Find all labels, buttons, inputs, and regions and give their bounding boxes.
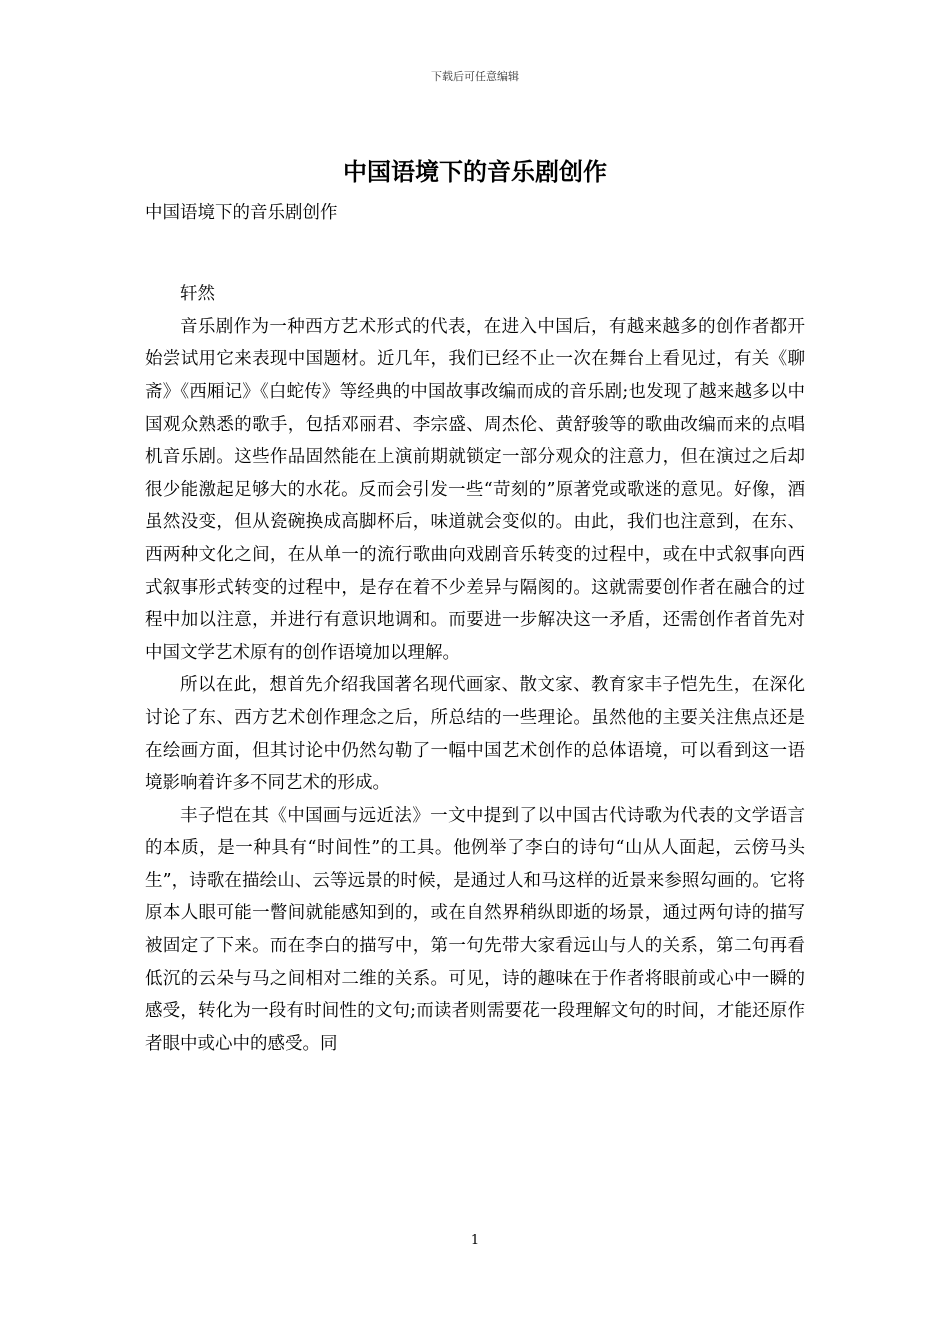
page-header-note: 下载后可任意编辑 <box>431 70 519 83</box>
author-name: 轩然 <box>180 284 215 305</box>
page-number: 1 <box>470 1233 480 1248</box>
paragraph-1: 音乐剧作为一种西方艺术形式的代表，在进入中国后，有越来越多的创作者都开始尝试用它来表现中国题材。近几年，我们已经不止一次在舞台上看见过，有关《聊斋》《西厢记》《白蛇传》等经典的中国故事改编而成的音乐剧;也发现了越来越多以中国观众熟悉的歌手，包括邓丽君、李宗盛、周杰伦、黄舒骏等的歌曲改编而来的点唱机音乐剧。这些作品固然能在上演前期就锁定一部分观众的注意力，但在演过之后却很少能激起足够大的水花。反而会引发一些“苛刻的”原著党或歌迷的意见。好像，酒虽然没变，但从瓷碗换成高脚杯后，味道就会变似的。由此，我们也注意到，在东、西两种文化之间，在从单一的流行歌曲向戏剧音乐转变的过程中，或在中式叙事向西式叙事形式转变的过程中，是存在着不少差异与隔阂的。这就需要创作者在融合的过程中加以注意，并进行有意识地调和。而要进一步解决这一矛盾，还需创作者首先对中国文学艺术原有的创作语境加以理解。 <box>145 316 805 663</box>
blank-line <box>145 230 805 263</box>
document-subtitle: 中国语境下的音乐剧创作 <box>145 203 338 223</box>
paragraph-2: 所以在此，想首先介绍我国著名现代画家、散文家、教育家丰子恺先生，在深化讨论了东、西方艺术创作理念之后，所总结的一些理论。虽然他的主要关注焦点还是在绘画方面，但其讨论中仍然勾勒了一幅中国艺术创作的总体语境，可以看到这一语境影响着许多不同艺术的形成。 <box>145 675 805 794</box>
paragraph-3: 丰子恺在其《中国画与远近法》一文中提到了以中国古代诗歌为代表的文学语言的本质，是一种具有“时间性”的工具。他例举了李白的诗句“山从人面起，云傍马头生”，诗歌在描绘山、云等远景的时候，是通过人和马这样的近景来参照勾画的。它将原本人眼可能一瞥间就能感知到的，或在自然界稍纵即逝的场景，通过两句诗的描写被固定了下来。而在李白的描写中，第一句先带大家看远山与人的关系，第二句再看低沉的云朵与马之间相对二维的关系。可见，诗的趣味在于作者将眼前或心中一瞬的感受，转化为一段有时间性的文句;而读者则需要花一段理解文句的时间，才能还原作者眼中或心中的感受。同 <box>145 805 805 1054</box>
document-body <box>145 197 805 1060</box>
document-title: 中国语境下的音乐剧创作 <box>343 158 607 186</box>
